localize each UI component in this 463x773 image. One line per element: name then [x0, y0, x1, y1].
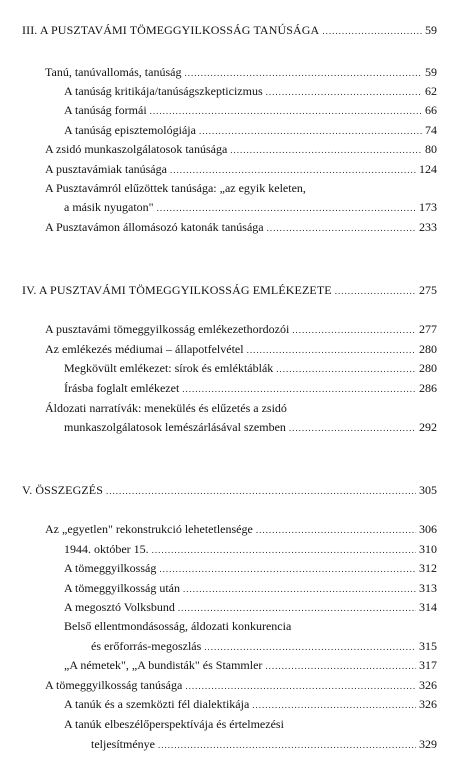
toc-page-number: 62 — [425, 84, 437, 98]
dot-leader — [178, 600, 416, 616]
dot-leader — [335, 283, 416, 299]
dot-leader — [247, 342, 416, 358]
dot-leader — [184, 65, 422, 81]
dot-leader — [265, 658, 416, 674]
toc-entry — [45, 64, 437, 81]
toc-page-number: 59 — [425, 23, 437, 37]
toc-page-number: 280 — [419, 342, 437, 356]
dot-leader — [182, 381, 416, 397]
toc-page-number: 275 — [419, 283, 437, 297]
toc-entry — [45, 341, 437, 358]
dot-leader — [158, 737, 416, 753]
toc-heading-label: V. ÖSSZEGZÉS — [22, 483, 103, 497]
dot-leader — [256, 522, 416, 538]
toc-page-number: 317 — [419, 658, 437, 672]
toc-page-number: 66 — [425, 103, 437, 117]
toc-entry-label: A pusztavámiak tanúsága — [45, 162, 167, 176]
toc-page-number: 277 — [419, 322, 437, 336]
toc-entry-label: A tanúság episztemológiája — [64, 123, 196, 137]
toc-entry-label: munkaszolgálatosok lemészárlásával szemben — [64, 420, 286, 434]
toc-heading-iv — [22, 282, 437, 299]
dot-leader — [106, 483, 416, 499]
toc-entry-label: A tanúk elbeszélőperspektívája és értelmezési — [64, 717, 284, 731]
toc-entry — [64, 599, 437, 616]
toc-page-number: 306 — [419, 522, 437, 536]
toc-entry-label: Az emlékezés médiumai – állapotfelvétel — [45, 342, 244, 356]
toc-entry-label: Az „egyetlen" rekonstrukció lehetetlensége — [45, 522, 253, 536]
toc-entry — [64, 696, 437, 713]
dot-leader — [230, 142, 422, 158]
toc-entry — [64, 102, 437, 119]
toc-page-number: 173 — [419, 200, 437, 214]
toc-entry-label: A zsidó munkaszolgálatosok tanúsága — [45, 142, 228, 156]
dot-leader — [266, 84, 422, 100]
dot-leader — [152, 542, 416, 558]
toc-entry — [64, 122, 437, 139]
toc-entry — [64, 360, 437, 377]
toc-entry-label: a másik nyugaton" — [64, 200, 154, 214]
toc-entry-label: A megosztó Volksbund — [64, 600, 175, 614]
toc-page-number: 292 — [419, 420, 437, 434]
toc-entry-label: Írásba foglalt emlékezet — [64, 381, 180, 395]
toc-entry — [91, 736, 437, 753]
dot-leader — [199, 123, 422, 139]
dot-leader — [183, 581, 416, 597]
toc-page-number: 329 — [419, 737, 437, 751]
toc-entry-label: A Pusztavámon állomásozó katonák tanúsága — [45, 220, 264, 234]
toc-entry-label: Tanú, tanúvallomás, tanúság — [45, 65, 182, 79]
toc-entry — [64, 419, 437, 436]
toc-entry — [45, 161, 437, 178]
toc-page-number: 59 — [425, 65, 437, 79]
toc-page-number: 74 — [425, 123, 437, 137]
toc-entry-label: A tanúság formái — [64, 103, 147, 117]
toc-entry-label: Megkövült emlékezet: sírok és emléktáblák — [64, 361, 274, 375]
toc-page-number: 314 — [419, 600, 437, 614]
toc-page-number: 315 — [419, 639, 437, 653]
toc-entry-label: teljesítménye — [91, 737, 155, 751]
dot-leader — [322, 23, 422, 39]
toc-heading-v — [22, 482, 437, 499]
toc-entry-label: és erőforrás-megoszlás — [91, 639, 202, 653]
toc-page-number: 326 — [419, 697, 437, 711]
toc-entry — [45, 219, 437, 236]
toc-entry — [45, 521, 437, 538]
toc-page-number: 286 — [419, 381, 437, 395]
toc-entry — [64, 657, 437, 674]
toc-entry-label: A tanúk és a szemközti fél dialektikája — [64, 697, 250, 711]
toc-entry — [91, 638, 437, 655]
dot-leader — [252, 697, 416, 713]
toc-page-number: 124 — [419, 162, 437, 176]
dot-leader — [157, 200, 416, 216]
toc-entry-line — [45, 400, 287, 416]
toc-entry-label: Áldozati narratívák: menekülés és elűzetés a zsidó — [45, 401, 287, 415]
dot-leader — [159, 561, 416, 577]
toc-entry — [45, 141, 437, 158]
toc-entry — [64, 541, 437, 558]
toc-entry — [64, 560, 437, 577]
dot-leader — [185, 678, 416, 694]
toc-entry-label: 1944. október 15. — [64, 542, 149, 556]
toc-entry — [64, 83, 437, 100]
toc-heading-label: IV. A PUSZTAVÁMI TÖMEGGYILKOSSÁG EMLÉKEZETE — [22, 283, 332, 297]
toc-entry-label: A tömeggyilkosság után — [64, 581, 180, 595]
dot-leader — [289, 420, 416, 436]
dot-leader — [170, 162, 416, 178]
toc-entry-line — [45, 180, 306, 196]
toc-heading-label: III. A PUSZTAVÁMI TÖMEGGYILKOSSÁG TANÚSÁGA — [22, 23, 320, 37]
dot-leader — [292, 322, 416, 338]
toc-entry-label: A Pusztavámról elűzöttek tanúsága: „az egyik keleten, — [45, 181, 306, 195]
toc-page-number: 326 — [419, 678, 437, 692]
toc-entry-label: A tanúság kritikája/tanúságszkepticizmus — [64, 84, 263, 98]
toc-entry-line — [64, 716, 284, 732]
dot-leader — [150, 103, 422, 119]
toc-entry-label: „A németek", „A bundisták" és Stammler — [64, 658, 263, 672]
toc-page-number: 313 — [419, 581, 437, 595]
toc-heading-iii — [22, 22, 437, 39]
toc-page-number: 233 — [419, 220, 437, 234]
toc-entry-label: A tömeggyilkosság tanúsága — [45, 678, 183, 692]
toc-page-number: 305 — [419, 483, 437, 497]
toc-entry-label: Belső ellentmondásosság, áldozati konkurencia — [64, 619, 292, 633]
dot-leader — [204, 639, 416, 655]
toc-page-number: 312 — [419, 561, 437, 575]
toc-entry-label: A tömeggyilkosság — [64, 561, 157, 575]
toc-page-number: 310 — [419, 542, 437, 556]
toc-entry-line — [64, 618, 291, 634]
toc-page-number: 80 — [425, 142, 437, 156]
toc-entry — [45, 321, 437, 338]
dot-leader — [267, 220, 416, 236]
dot-leader — [276, 361, 416, 377]
toc-entry — [64, 199, 437, 216]
toc-page-number: 280 — [419, 361, 437, 375]
toc-entry — [64, 380, 437, 397]
toc-entry — [64, 580, 437, 597]
toc-entry — [45, 677, 437, 694]
toc-entry-label: A pusztavámi tömeggyilkosság emlékezethordozói — [45, 322, 290, 336]
